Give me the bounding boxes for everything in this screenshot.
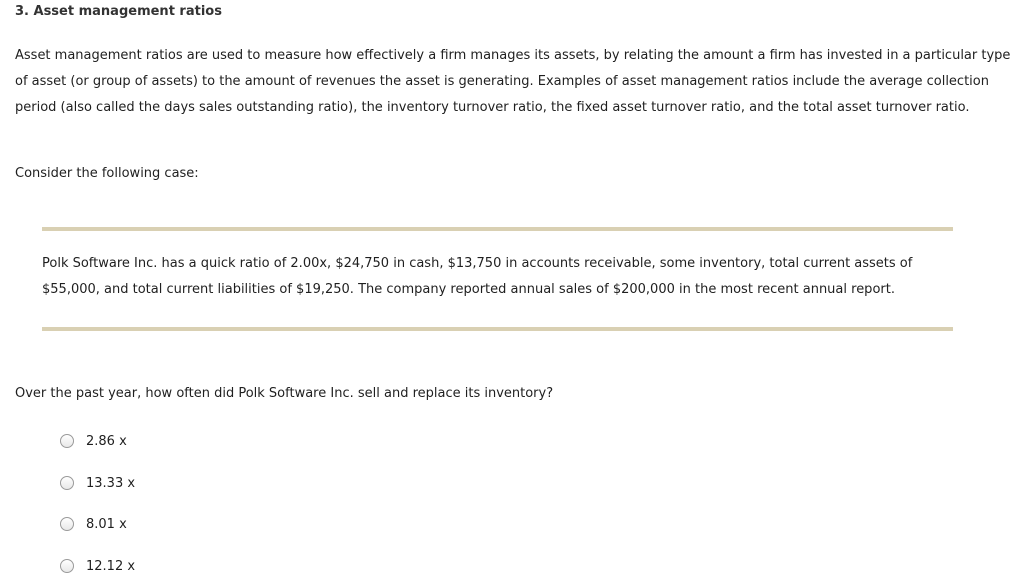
radio-button-2[interactable] <box>60 476 74 490</box>
radio-button-1[interactable] <box>60 434 74 448</box>
case-box <box>42 227 953 331</box>
answer-option-4[interactable] <box>60 556 135 575</box>
case-text: Polk Software Inc. has a quick ratio of 2.00x, $24,750 in cash, $13,750 in accounts receivable, some inventory, total current assets of $55,000, and total current liabilities of $19,250. The company reported annual sales of $200,000 in the most recent annual report. <box>42 256 913 297</box>
consider-text: Consider the following case: <box>15 166 199 181</box>
answer-option-2[interactable] <box>60 473 135 493</box>
question-text: Over the past year, how often did Polk Software Inc. sell and replace its inventory? <box>15 386 554 401</box>
answer-option-3[interactable] <box>60 514 127 534</box>
answer-option-label: 2.86 x <box>86 433 127 449</box>
answer-option-label: 13.33 x <box>86 475 136 491</box>
answer-option-label: 8.01 x <box>86 516 127 532</box>
radio-button-3[interactable] <box>60 517 74 531</box>
answer-option-label: 12.12 x <box>86 558 136 574</box>
intro-paragraph: Asset management ratios are used to measure how effectively a firm manages its assets, by relating the amount a firm has invested in a particular type of asset (or group of assets) to the amount of revenues the asset is generating. Examples of asset management ratios include the average collection period (also called the days sales outstanding ratio), the inventory turnover ratio, the fixed asset turnover ratio, and the total asset turnover ratio. <box>15 48 1011 115</box>
radio-button-4[interactable] <box>60 559 74 573</box>
section-title: 3. Asset management ratios <box>15 4 222 19</box>
answer-option-1[interactable] <box>60 431 127 451</box>
